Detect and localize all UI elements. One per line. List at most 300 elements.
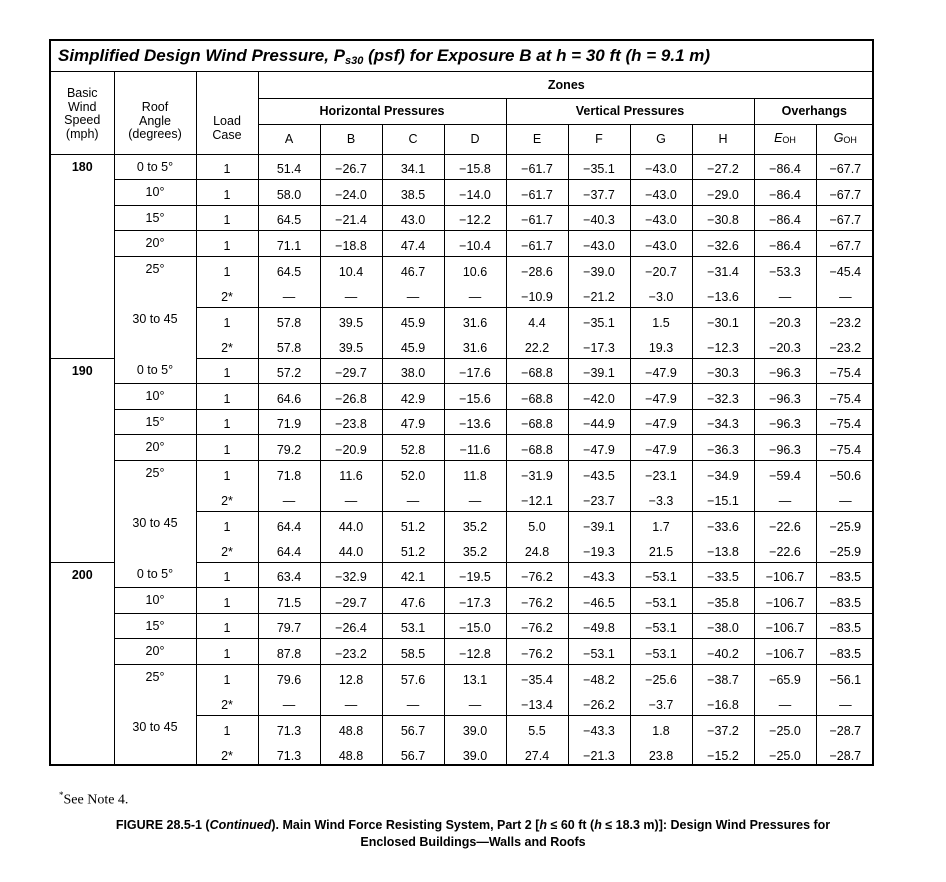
- roof-angle-cell: 20°: [114, 435, 196, 461]
- roof-angle-cell: 25°: [114, 664, 196, 715]
- table-body: [51, 154, 874, 766]
- pressure-value: −21.4: [320, 205, 382, 231]
- figure-caption: FIGURE 28.5-1 (Continued). Main Wind Force Resisting System, Part 2 [h ≤ 60 ft (h ≤ 18.3 m)]: Design Wind Pressures for Enclosed Buildings—Walls and Roofs: [115, 818, 831, 849]
- pressure-value: 12.8: [320, 664, 382, 690]
- load-case-cell: 1: [196, 256, 258, 282]
- pressure-value: —: [258, 690, 320, 716]
- pressure-value: −18.8: [320, 231, 382, 257]
- pressure-value: 71.3: [258, 715, 320, 741]
- pressure-value: −13.6: [444, 409, 506, 435]
- pressure-value: −19.3: [568, 537, 630, 563]
- load-case-cell: 1: [196, 562, 258, 588]
- table-row: [51, 613, 874, 639]
- roof-angle-cell: 10°: [114, 384, 196, 410]
- pressure-value: −35.4: [506, 664, 568, 690]
- table-row: [51, 409, 874, 435]
- pressure-value: −35.1: [568, 307, 630, 333]
- load-case-cell: 2*: [196, 537, 258, 563]
- pressure-value: 35.2: [444, 537, 506, 563]
- pressure-value: −106.7: [754, 588, 816, 614]
- load-case-cell: 1: [196, 613, 258, 639]
- table-row: [51, 231, 874, 257]
- pressure-value: 47.9: [382, 409, 444, 435]
- pressure-value: −61.7: [506, 154, 568, 180]
- speed-header: Basic Wind Speed (mph): [51, 72, 114, 154]
- pressure-value: 23.8: [630, 741, 692, 767]
- pressure-value: −53.1: [630, 588, 692, 614]
- pressure-value: −76.2: [506, 639, 568, 665]
- pressure-value: −23.7: [568, 486, 630, 512]
- load-case-cell: 2*: [196, 333, 258, 359]
- pressure-value: 56.7: [382, 741, 444, 767]
- roof-angle-cell: 30 to 45: [114, 307, 196, 358]
- pressure-value: −61.7: [506, 231, 568, 257]
- pressure-value: −43.3: [568, 715, 630, 741]
- pressure-value: −12.2: [444, 205, 506, 231]
- pressure-value: −17.3: [568, 333, 630, 359]
- pressure-value: −37.7: [568, 180, 630, 206]
- pressure-value: −13.4: [506, 690, 568, 716]
- pressure-value: −37.2: [692, 715, 754, 741]
- pressure-value: −12.8: [444, 639, 506, 665]
- pressure-value: −75.4: [816, 384, 874, 410]
- load-case-cell: 1: [196, 384, 258, 410]
- pressure-value: −16.8: [692, 690, 754, 716]
- pressure-value: −17.3: [444, 588, 506, 614]
- pressure-value: 11.6: [320, 460, 382, 486]
- pressure-value: —: [320, 486, 382, 512]
- pressure-value: 39.0: [444, 741, 506, 767]
- pressure-value: 64.6: [258, 384, 320, 410]
- pressure-value: 57.8: [258, 333, 320, 359]
- pressure-value: 71.8: [258, 460, 320, 486]
- footnote-text: See Note 4.: [63, 792, 129, 808]
- pressure-value: −30.8: [692, 205, 754, 231]
- pressure-value: −25.9: [816, 537, 874, 563]
- roof-angle-cell: 25°: [114, 256, 196, 307]
- pressure-value: 1.8: [630, 715, 692, 741]
- pressure-value: −40.3: [568, 205, 630, 231]
- pressure-value: 47.4: [382, 231, 444, 257]
- pressure-value: −29.7: [320, 588, 382, 614]
- load-case-cell: 2*: [196, 741, 258, 767]
- pressure-value: −48.2: [568, 664, 630, 690]
- pressure-value: 71.9: [258, 409, 320, 435]
- pressure-value: −12.1: [506, 486, 568, 512]
- pressure-value: −96.3: [754, 435, 816, 461]
- pressure-value: —: [444, 486, 506, 512]
- pressure-value: −32.9: [320, 562, 382, 588]
- pressure-value: −68.8: [506, 409, 568, 435]
- pressure-value: −83.5: [816, 613, 874, 639]
- zone-header: F: [568, 124, 630, 154]
- pressure-value: −23.8: [320, 409, 382, 435]
- wind-pressure-table: [51, 72, 874, 766]
- table-row: [51, 715, 874, 741]
- pressure-value: 64.4: [258, 537, 320, 563]
- pressure-value: —: [382, 486, 444, 512]
- pressure-value: 57.2: [258, 358, 320, 384]
- pressure-value: −19.5: [444, 562, 506, 588]
- pressure-value: —: [258, 282, 320, 308]
- pressure-value: −75.4: [816, 435, 874, 461]
- pressure-value: −43.3: [568, 562, 630, 588]
- pressure-value: —: [444, 282, 506, 308]
- pressure-value: −40.2: [692, 639, 754, 665]
- pressure-value: −23.2: [320, 639, 382, 665]
- zone-header: H: [692, 124, 754, 154]
- footnote: [59, 790, 128, 809]
- pressure-value: −44.9: [568, 409, 630, 435]
- pressure-value: −25.6: [630, 664, 692, 690]
- table-row: [51, 664, 874, 690]
- pressure-value: −22.6: [754, 511, 816, 537]
- pressure-value: −43.0: [630, 231, 692, 257]
- pressure-value: 47.6: [382, 588, 444, 614]
- pressure-value: −106.7: [754, 562, 816, 588]
- pressure-value: 58.0: [258, 180, 320, 206]
- pressure-value: −75.4: [816, 409, 874, 435]
- pressure-value: −17.6: [444, 358, 506, 384]
- pressure-value: −83.5: [816, 562, 874, 588]
- pressure-value: −26.2: [568, 690, 630, 716]
- pressure-value: −43.0: [568, 231, 630, 257]
- pressure-value: −23.2: [816, 333, 874, 359]
- pressure-value: −106.7: [754, 639, 816, 665]
- pressure-value: −28.7: [829, 723, 862, 738]
- pressure-value: −86.4: [754, 154, 816, 180]
- pressure-value: −75.4: [816, 358, 874, 384]
- roof-angle-cell: 15°: [114, 613, 196, 639]
- pressure-value: —: [816, 690, 874, 716]
- pressure-value: −11.6: [444, 435, 506, 461]
- pressure-value: −36.3: [692, 435, 754, 461]
- pressure-value: −28.6: [506, 256, 568, 282]
- load-case-cell: 1: [196, 511, 258, 537]
- pressure-value: −59.4: [754, 460, 816, 486]
- zone-header: B: [320, 124, 382, 154]
- table-row: [51, 256, 874, 282]
- roof-angle-cell: 0 to 5°: [114, 358, 196, 384]
- pressure-value: 11.8: [444, 460, 506, 486]
- pressure-value: −43.0: [630, 205, 692, 231]
- table-row: [51, 435, 874, 461]
- pressure-value: 79.6: [258, 664, 320, 690]
- pressure-value: −26.4: [320, 613, 382, 639]
- load-case-cell: 1: [196, 435, 258, 461]
- title-suffix: (psf) for Exposure B at h = 30 ft (h = 9.1 m): [363, 46, 711, 65]
- roof-angle-cell: 15°: [114, 409, 196, 435]
- pressure-value: 44.0: [320, 511, 382, 537]
- pressure-value: −3.3: [630, 486, 692, 512]
- pressure-value: 24.8: [506, 537, 568, 563]
- pressure-value: −86.4: [754, 231, 816, 257]
- pressure-value: −47.9: [630, 435, 692, 461]
- pressure-value: 4.4: [506, 307, 568, 333]
- pressure-value: −83.5: [816, 588, 874, 614]
- pressure-value: 10.6: [444, 256, 506, 282]
- pressure-value: −15.0: [444, 613, 506, 639]
- pressure-value: —: [258, 486, 320, 512]
- pressure-value: 53.1: [382, 613, 444, 639]
- pressure-value: −12.3: [692, 333, 754, 359]
- roof-angle-cell: 10°: [114, 180, 196, 206]
- roof-angle-header: Roof Angle (degrees): [114, 72, 196, 154]
- pressure-value: 46.7: [382, 256, 444, 282]
- table-row: [51, 180, 874, 206]
- pressure-value: −67.7: [816, 154, 874, 180]
- pressure-table-frame: [49, 39, 874, 766]
- pressure-value: −33.6: [692, 511, 754, 537]
- pressure-value: −38.0: [692, 613, 754, 639]
- pressure-value: −67.7: [816, 205, 874, 231]
- pressure-value: 38.5: [382, 180, 444, 206]
- pressure-value: −13.6: [692, 282, 754, 308]
- pressure-value: −15.6: [444, 384, 506, 410]
- pressure-value: —: [382, 690, 444, 716]
- pressure-value: −25.0: [754, 741, 816, 767]
- pressure-value: −38.7: [692, 664, 754, 690]
- pressure-value: −3.7: [630, 690, 692, 716]
- pressure-value: −20.9: [320, 435, 382, 461]
- pressure-value: −23.1: [630, 460, 692, 486]
- pressure-value: −45.4: [829, 264, 862, 279]
- pressure-value: −35.1: [568, 154, 630, 180]
- vertical-pressures-header: Vertical Pressures: [506, 98, 754, 124]
- pressure-value: −61.7: [506, 180, 568, 206]
- zones-header: Zones: [258, 72, 874, 98]
- pressure-value: −53.1: [630, 562, 692, 588]
- pressure-value: 58.5: [382, 639, 444, 665]
- pressure-value: 51.2: [382, 511, 444, 537]
- pressure-value: 31.6: [444, 333, 506, 359]
- pressure-value: −35.8: [692, 588, 754, 614]
- pressure-value: −27.2: [692, 154, 754, 180]
- overhang-zone-header: $E_{OH}$: [754, 124, 816, 154]
- pressure-value: —: [754, 486, 816, 512]
- pressure-value: −86.4: [754, 205, 816, 231]
- pressure-value: −86.4: [754, 180, 816, 206]
- load-case-cell: 1: [196, 664, 258, 690]
- pressure-value: −22.6: [754, 537, 816, 563]
- pressure-value: −32.3: [692, 384, 754, 410]
- load-case-cell: 1: [196, 154, 258, 180]
- pressure-value: −53.1: [630, 613, 692, 639]
- zone-header: C: [382, 124, 444, 154]
- pressure-value: 63.4: [258, 562, 320, 588]
- roof-angle-cell: 30 to 45: [114, 511, 196, 562]
- pressure-value: −65.9: [754, 664, 816, 690]
- pressure-value: 71.3: [258, 741, 320, 767]
- zone-header: E: [506, 124, 568, 154]
- pressure-value: 45.9: [382, 307, 444, 333]
- pressure-value: −47.9: [630, 409, 692, 435]
- pressure-value: 27.4: [506, 741, 568, 767]
- load-case-cell: 2*: [196, 486, 258, 512]
- pressure-value: —: [320, 690, 382, 716]
- overhangs-header: Overhangs: [754, 98, 874, 124]
- table-row: [51, 358, 874, 384]
- table-row: [51, 639, 874, 665]
- pressure-value: 57.6: [382, 664, 444, 690]
- pressure-value: 38.0: [382, 358, 444, 384]
- title-subscript: s30: [345, 55, 364, 67]
- pressure-value: −53.1: [630, 639, 692, 665]
- pressure-value: −68.8: [506, 384, 568, 410]
- wind-speed-cell: 180: [51, 154, 114, 358]
- pressure-value: −34.9: [692, 460, 754, 486]
- load-case-cell: 1: [196, 409, 258, 435]
- pressure-value: −30.1: [692, 307, 754, 333]
- roof-angle-cell: 0 to 5°: [114, 562, 196, 588]
- pressure-value: −25.0: [754, 715, 816, 741]
- pressure-value: −67.7: [816, 231, 874, 257]
- pressure-value: 35.2: [444, 511, 506, 537]
- load-case-cell: 2*: [196, 282, 258, 308]
- pressure-value: −21.2: [568, 282, 630, 308]
- pressure-value: 43.0: [382, 205, 444, 231]
- pressure-value: 44.0: [320, 537, 382, 563]
- pressure-value: −33.5: [692, 562, 754, 588]
- pressure-value: —: [382, 282, 444, 308]
- pressure-value: 39.0: [444, 715, 506, 741]
- table-row: [51, 588, 874, 614]
- pressure-value: 22.2: [506, 333, 568, 359]
- pressure-value: 56.7: [382, 715, 444, 741]
- pressure-value: −10.9: [506, 282, 568, 308]
- pressure-value: 13.1: [444, 664, 506, 690]
- pressure-value: —: [816, 486, 874, 512]
- pressure-value: −15.1: [692, 486, 754, 512]
- pressure-value: −67.7: [816, 180, 874, 206]
- load-case-cell: 1: [196, 231, 258, 257]
- pressure-value: —: [754, 282, 816, 308]
- pressure-value: −42.0: [568, 384, 630, 410]
- pressure-value: −31.4: [692, 256, 754, 282]
- pressure-value: −15.8: [444, 154, 506, 180]
- pressure-value: −26.7: [320, 154, 382, 180]
- load-case-cell: 1: [196, 180, 258, 206]
- pressure-value: −96.3: [754, 358, 816, 384]
- pressure-value: −56.1: [829, 672, 862, 687]
- pressure-value: −20.3: [754, 307, 816, 333]
- wind-speed-cell: 190: [51, 358, 114, 562]
- pressure-value: −13.8: [692, 537, 754, 563]
- roof-angle-cell: 25°: [114, 460, 196, 511]
- roof-angle-cell: 30 to 45: [114, 715, 196, 766]
- pressure-value: −53.1: [568, 639, 630, 665]
- pressure-value: −96.3: [754, 409, 816, 435]
- pressure-value: −10.4: [444, 231, 506, 257]
- pressure-value: 42.1: [382, 562, 444, 588]
- pressure-value: −50.6: [829, 468, 862, 483]
- pressure-value: −34.3: [692, 409, 754, 435]
- pressure-value: −3.0: [630, 282, 692, 308]
- pressure-value: −20.3: [754, 333, 816, 359]
- pressure-value: 52.8: [382, 435, 444, 461]
- load-case-cell: 1: [196, 460, 258, 486]
- pressure-value: −24.0: [320, 180, 382, 206]
- pressure-value: 5.5: [506, 715, 568, 741]
- footnote-mark: *: [59, 790, 64, 800]
- pressure-value: −29.0: [692, 180, 754, 206]
- pressure-value: 71.5: [258, 588, 320, 614]
- pressure-value: −15.2: [692, 741, 754, 767]
- pressure-value: −39.1: [568, 511, 630, 537]
- pressure-value: 31.6: [444, 307, 506, 333]
- zone-header: G: [630, 124, 692, 154]
- pressure-value: −43.0: [630, 154, 692, 180]
- pressure-value: −76.2: [506, 588, 568, 614]
- pressure-value: 64.5: [258, 205, 320, 231]
- load-case-cell: 1: [196, 358, 258, 384]
- load-case-cell: 1: [196, 715, 258, 741]
- pressure-value: 51.4: [258, 154, 320, 180]
- load-case-header: Load Case: [196, 72, 258, 154]
- pressure-value: −25.9: [829, 519, 862, 534]
- pressure-value: 52.0: [382, 460, 444, 486]
- pressure-value: −29.7: [320, 358, 382, 384]
- pressure-value: 45.9: [382, 333, 444, 359]
- wind-speed-cell: 200: [51, 562, 114, 766]
- pressure-value: —: [816, 282, 874, 308]
- pressure-value: 39.5: [320, 307, 382, 333]
- pressure-value: −76.2: [506, 562, 568, 588]
- pressure-value: −49.8: [568, 613, 630, 639]
- pressure-value: 64.5: [258, 256, 320, 282]
- roof-angle-cell: 20°: [114, 231, 196, 257]
- overhang-zone-header: $G_{OH}$: [816, 124, 874, 154]
- pressure-value: 87.8: [258, 639, 320, 665]
- table-row: [51, 307, 874, 333]
- load-case-cell: 1: [196, 588, 258, 614]
- pressure-value: −20.7: [630, 256, 692, 282]
- pressure-value: 39.5: [320, 333, 382, 359]
- table-row: [51, 154, 874, 180]
- pressure-value: 48.8: [320, 741, 382, 767]
- pressure-value: 79.7: [258, 613, 320, 639]
- pressure-value: −53.3: [754, 256, 816, 282]
- pressure-value: −43.0: [630, 180, 692, 206]
- title-prefix: Simplified Design Wind Pressure, P: [58, 46, 346, 65]
- roof-angle-cell: 0 to 5°: [114, 154, 196, 180]
- roof-angle-cell: 15°: [114, 205, 196, 231]
- pressure-value: −47.9: [630, 384, 692, 410]
- pressure-value: −68.8: [506, 358, 568, 384]
- pressure-value: 51.2: [382, 537, 444, 563]
- pressure-value: −76.2: [506, 613, 568, 639]
- pressure-value: −39.1: [568, 358, 630, 384]
- zone-header: A: [258, 124, 320, 154]
- load-case-cell: 1: [196, 639, 258, 665]
- pressure-value: 1.5: [630, 307, 692, 333]
- pressure-value: —: [444, 690, 506, 716]
- pressure-value: 71.1: [258, 231, 320, 257]
- table-row: [51, 205, 874, 231]
- table-row: [51, 460, 874, 486]
- pressure-value: 79.2: [258, 435, 320, 461]
- pressure-value: −26.8: [320, 384, 382, 410]
- pressure-value: −23.2: [829, 315, 862, 330]
- pressure-value: −47.9: [568, 435, 630, 461]
- pressure-value: −68.8: [506, 435, 568, 461]
- zone-header: D: [444, 124, 506, 154]
- pressure-value: −46.5: [568, 588, 630, 614]
- pressure-value: 1.7: [630, 511, 692, 537]
- load-case-cell: 2*: [196, 690, 258, 716]
- pressure-value: 34.1: [382, 154, 444, 180]
- pressure-value: 42.9: [382, 384, 444, 410]
